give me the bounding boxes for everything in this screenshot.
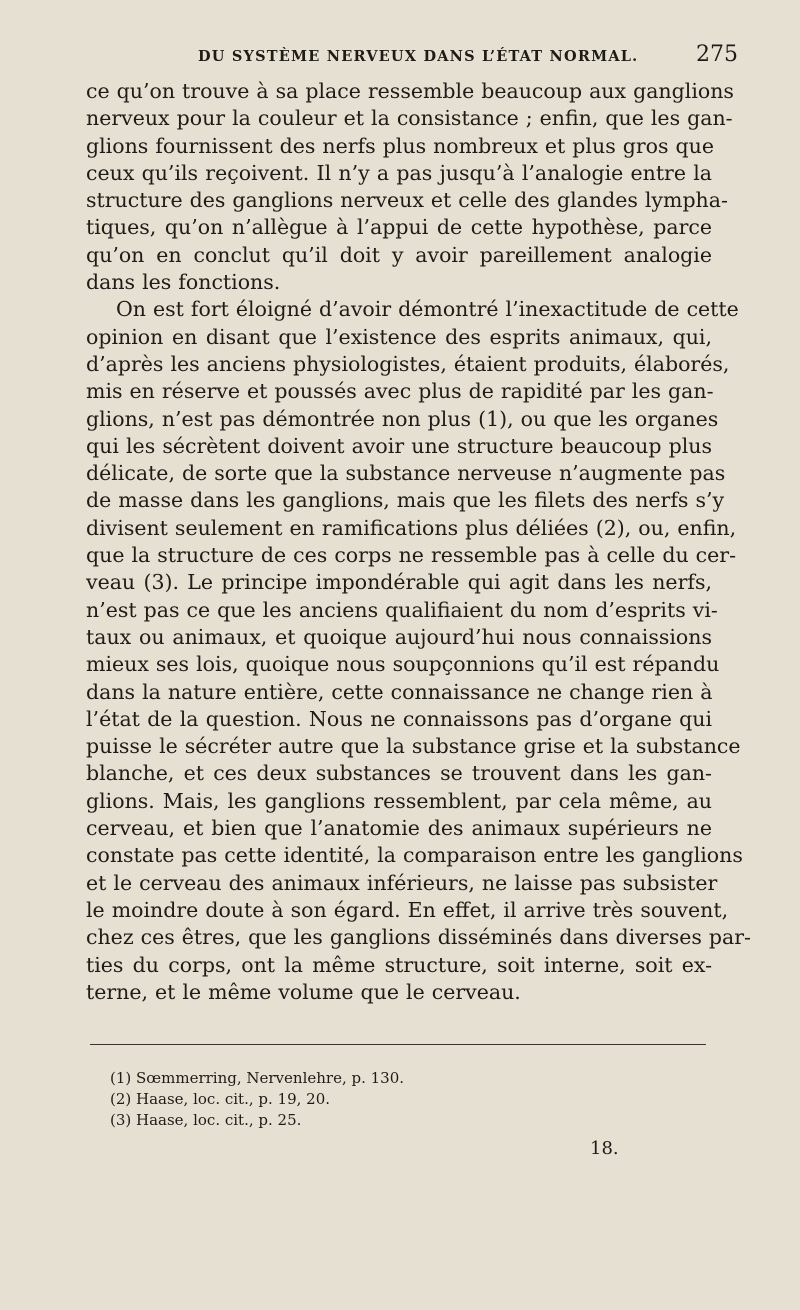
text-line: nerveux pour la couleur et la consistance ; enfin, que les gan- bbox=[86, 106, 733, 131]
text-line: de masse dans les ganglions, mais que les filets des nerfs s’y bbox=[86, 488, 725, 513]
footnote: (2) Haase, loc. cit., p. 19, 20. bbox=[110, 1090, 331, 1108]
text-line: glions fournissent des nerfs plus nombreux et plus gros que bbox=[86, 133, 714, 158]
text-line: tiques, qu’on n’allègue à l’appui de cette hypothèse, parce bbox=[86, 215, 712, 240]
running-title: DU SYSTÈME NERVEUX DANS L’ÉTAT NORMAL. bbox=[198, 48, 639, 65]
text-line: On est fort éloigné d’avoir démontré l’inexactitude de cette bbox=[116, 297, 739, 322]
text-line: l’état de la question. Nous ne connaissons pas d’organe qui bbox=[86, 706, 712, 731]
text-line: cerveau, et bien que l’anatomie des animaux supérieurs ne bbox=[86, 816, 712, 841]
footnotes bbox=[110, 1068, 670, 1131]
text-line: et le cerveau des animaux inférieurs, ne laisse pas subsister bbox=[86, 870, 718, 895]
text-line: n’est pas ce que les anciens qualifiaient du nom d’esprits vi- bbox=[86, 597, 718, 622]
text-line: veau (3). Le principe impondérable qui agit dans les nerfs, bbox=[86, 570, 712, 595]
text-line: structure des ganglions nerveux et celle des glandes lympha- bbox=[86, 188, 728, 213]
text-line: dans les fonctions. bbox=[86, 270, 281, 295]
running-head bbox=[198, 44, 738, 74]
text-line: délicate, de sorte que la substance nerveuse n’augmente pas bbox=[86, 461, 726, 486]
text-line: qui les sécrètent doivent avoir une structure beaucoup plus bbox=[86, 433, 712, 458]
text-line: mis en réserve et poussés avec plus de rapidité par les gan- bbox=[86, 379, 714, 404]
text-line: puisse le sécréter autre que la substance grise et la substance bbox=[86, 734, 741, 759]
footnote: (1) Sœmmerring, Nervenlehre, p. 130. bbox=[110, 1069, 405, 1087]
text-line: ties du corps, ont la même structure, soit interne, soit ex- bbox=[86, 952, 712, 977]
text-line: ceux qu’ils reçoivent. Il n’y a pas jusqu’à l’analogie entre la bbox=[86, 160, 712, 185]
text-line: divisent seulement en ramifications plus déliées (2), ou, enfin, bbox=[86, 515, 737, 540]
footnote-rule bbox=[90, 1044, 706, 1045]
text-line: dans la nature entière, cette connaissance ne change rien à bbox=[86, 679, 713, 704]
text-line: qu’on en conclut qu’il doit y avoir pareillement analogie bbox=[86, 242, 712, 267]
text-line: glions, n’est pas démontrée non plus (1), ou que les organes bbox=[86, 406, 719, 431]
signature-mark: 18. bbox=[590, 1138, 619, 1159]
text-line: d’après les anciens physiologistes, étaient produits, élaborés, bbox=[86, 351, 730, 376]
text-line: que la structure de ces corps ne ressemble pas à celle du cer- bbox=[86, 543, 736, 568]
text-line: constate pas cette identité, la comparaison entre les ganglions bbox=[86, 843, 743, 868]
text-line: chez ces êtres, que les ganglions disséminés dans diverses par- bbox=[86, 925, 751, 950]
text-line: glions. Mais, les ganglions ressemblent, par cela même, au bbox=[86, 788, 712, 813]
page-number: 275 bbox=[696, 42, 738, 67]
text-line: mieux ses lois, quoique nous soupçonnions qu’il est répandu bbox=[86, 652, 720, 677]
text-line: blanche, et ces deux substances se trouvent dans les gan- bbox=[86, 761, 712, 786]
text-line: opinion en disant que l’existence des esprits animaux, qui, bbox=[86, 324, 712, 349]
body-text bbox=[86, 78, 751, 1006]
text-line: le moindre doute à son égard. En effet, il arrive très souvent, bbox=[86, 897, 729, 922]
footnote: (3) Haase, loc. cit., p. 25. bbox=[110, 1111, 302, 1129]
text-line: taux ou animaux, et quoique aujourd’hui nous connaissions bbox=[86, 624, 712, 649]
text-line: ce qu’on trouve à sa place ressemble beaucoup aux ganglions bbox=[86, 79, 734, 103]
text-line: terne, et le même volume que le cerveau. bbox=[86, 979, 521, 1004]
